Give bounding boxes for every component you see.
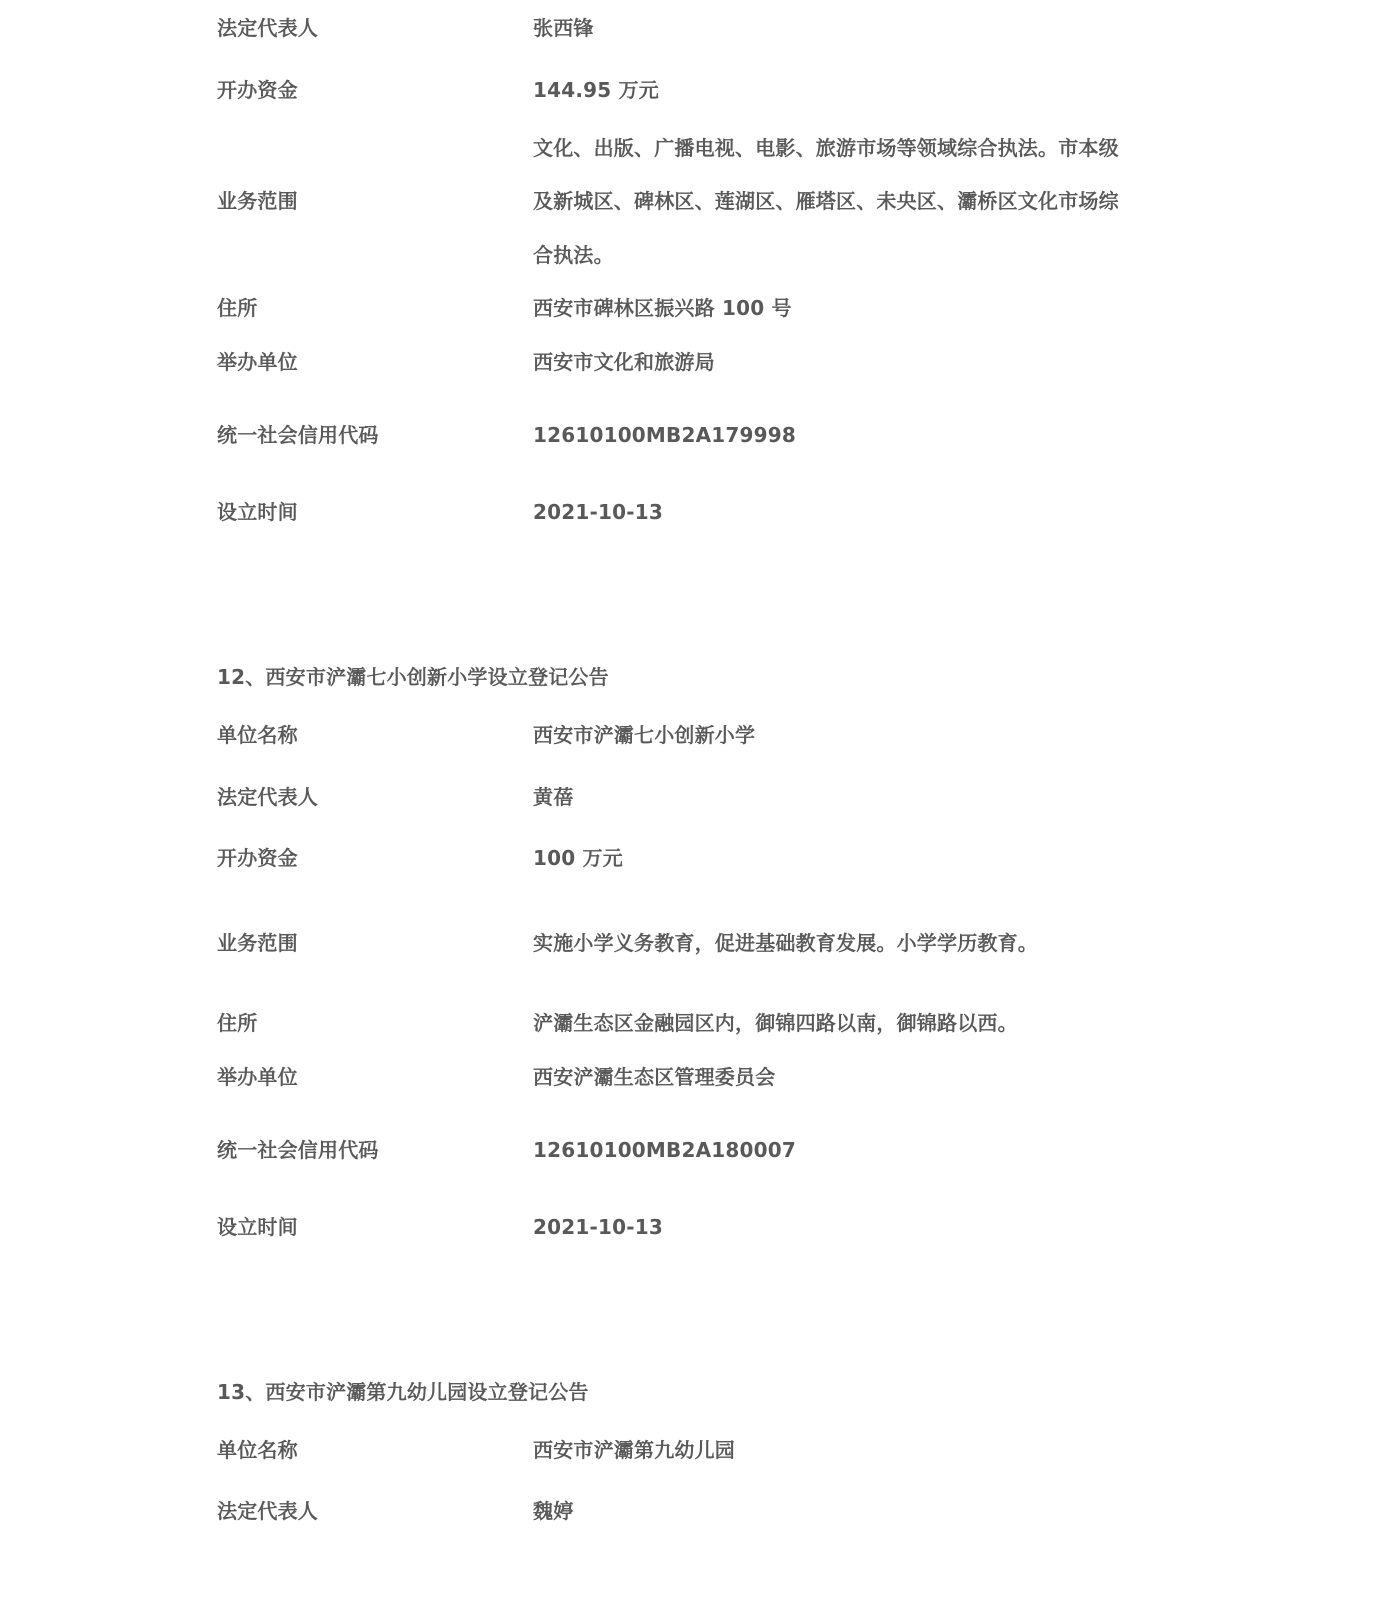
field-label-unit-name: 单位名称 bbox=[217, 1438, 298, 1462]
field-value-capital: 100 万元 bbox=[533, 846, 623, 870]
field-label-legal-rep: 法定代表人 bbox=[217, 785, 318, 809]
field-label-established: 设立时间 bbox=[217, 1215, 298, 1239]
section-heading: 13、西安市浐灞第九幼儿园设立登记公告 bbox=[217, 1380, 589, 1404]
field-label-credit-code: 统一社会信用代码 bbox=[217, 423, 379, 447]
field-label-credit-code: 统一社会信用代码 bbox=[217, 1138, 379, 1162]
field-value-capital: 144.95 万元 bbox=[533, 78, 659, 102]
field-value-business-scope-line1: 文化、出版、广播电视、电影、旅游市场等领域综合执法。市本级 bbox=[533, 136, 1119, 160]
field-value-business-scope-line2: 及新城区、碑林区、莲湖区、雁塔区、未央区、灞桥区文化市场综 bbox=[533, 189, 1119, 213]
field-label-legal-rep: 法定代表人 bbox=[217, 1499, 318, 1523]
field-value-legal-rep: 黄蓓 bbox=[533, 785, 574, 809]
field-label-business-scope: 业务范围 bbox=[217, 931, 298, 955]
field-label-sponsor: 举办单位 bbox=[217, 350, 298, 374]
field-value-legal-rep: 张西锋 bbox=[533, 16, 594, 40]
field-label-address: 住所 bbox=[217, 296, 258, 320]
field-value-unit-name: 西安市浐灞七小创新小学 bbox=[533, 723, 756, 747]
field-value-business-scope: 实施小学义务教育，促进基础教育发展。小学学历教育。 bbox=[533, 931, 1038, 955]
field-value-credit-code: 12610100MB2A180007 bbox=[533, 1138, 796, 1162]
field-value-address: 西安市碑林区振兴路 100 号 bbox=[533, 296, 792, 320]
field-label-capital: 开办资金 bbox=[217, 846, 298, 870]
field-value-credit-code: 12610100MB2A179998 bbox=[533, 423, 796, 447]
field-value-business-scope-line3: 合执法。 bbox=[533, 243, 614, 267]
field-label-established: 设立时间 bbox=[217, 500, 298, 524]
field-value-legal-rep: 魏婷 bbox=[533, 1499, 574, 1523]
field-value-sponsor: 西安浐灞生态区管理委员会 bbox=[533, 1065, 776, 1089]
field-label-capital: 开办资金 bbox=[217, 78, 298, 102]
field-value-address: 浐灞生态区金融园区内，御锦四路以南，御锦路以西。 bbox=[533, 1011, 1018, 1035]
field-label-legal-rep: 法定代表人 bbox=[217, 16, 318, 40]
field-value-unit-name: 西安市浐灞第九幼儿园 bbox=[533, 1438, 735, 1462]
field-label-address: 住所 bbox=[217, 1011, 258, 1035]
field-label-business-scope: 业务范围 bbox=[217, 189, 298, 213]
field-label-sponsor: 举办单位 bbox=[217, 1065, 298, 1089]
section-heading: 12、西安市浐灞七小创新小学设立登记公告 bbox=[217, 665, 609, 689]
field-label-unit-name: 单位名称 bbox=[217, 723, 298, 747]
field-value-established: 2021-10-13 bbox=[533, 1215, 663, 1239]
field-value-sponsor: 西安市文化和旅游局 bbox=[533, 350, 715, 374]
field-value-established: 2021-10-13 bbox=[533, 500, 663, 524]
